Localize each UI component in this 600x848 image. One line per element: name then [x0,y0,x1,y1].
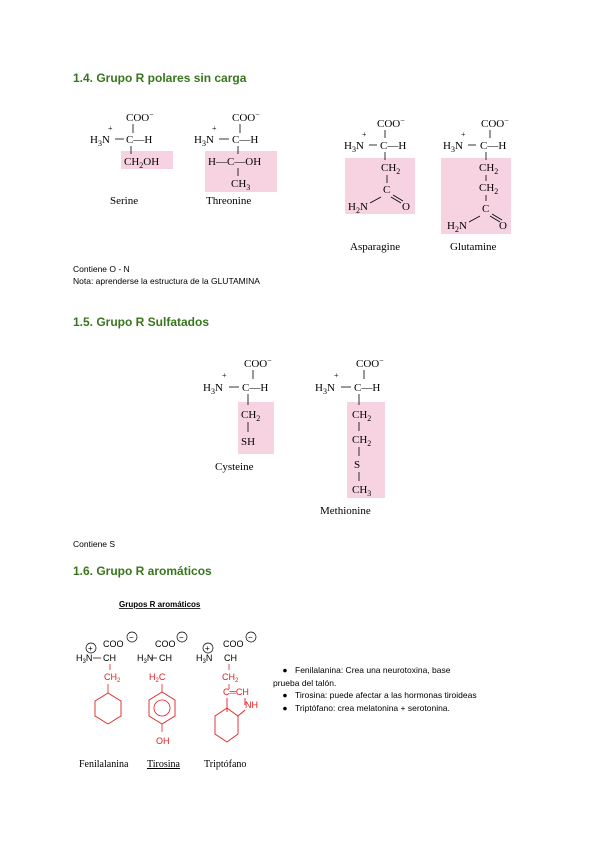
svg-text:C—H: C—H [380,140,407,152]
label-serine: Serine [110,195,139,207]
svg-text:H2N: $H_2N$ [447,220,467,234]
svg-text:−: − [179,633,184,642]
svg-text:NH: NH [245,700,258,710]
svg-text:COO: COO [223,639,244,649]
bullet-dot-icon: ● [282,665,288,675]
svg-text:C—H: C—H [354,382,381,394]
svg-text:H3N: $H_3N$ [76,653,93,665]
svg-text:C: C [383,184,391,196]
svg-text:H3N: $H_3N$ [203,382,223,396]
label-methionine: Methionine [320,505,371,517]
tyrosine-structure [137,632,187,770]
svg-text:C═CH: C═CH [223,687,249,697]
svg-text:OH: OH [156,736,170,746]
svg-text:+: + [362,130,367,139]
svg-text:C: C [482,203,490,215]
svg-text:CH2: $CH_2$ [381,162,401,176]
svg-text:+: + [334,371,339,380]
label-cysteine: Cysteine [215,461,254,473]
svg-text:COO: COO [155,639,176,649]
list-item-continuation: prueba del talón. [273,677,337,688]
svg-text:H3N: $H_3N$ [137,653,154,665]
tryptophan-structure [196,632,258,770]
note-contains-s: Contiene S [73,539,116,549]
list-item: ● Triptófano: crea melatonina + serotonina. [275,702,540,715]
svg-text:H3N: $H_3N$ [315,382,335,396]
label-fenilalanina: Fenilalanina [79,759,129,770]
list-item: ● Tirosina: puede afectar a las hormonas tiroideas [275,689,540,702]
svg-text:C—H: C—H [242,382,269,394]
section-title-polar: 1.4. Grupo R polares sin carga [73,71,247,85]
note-glutamine: Nota: aprenderse la estructura de la GLUTAMINA [73,276,260,286]
svg-text:H—C—OH: H—C—OH [208,156,262,168]
svg-text:CH2OH: $CH_2OH$ [124,156,160,170]
svg-text:+: + [461,130,466,139]
threonine-structure [194,110,261,207]
svg-text:O: O [402,201,410,213]
svg-text:O: O [499,220,507,232]
label-asparagine: Asparagine [350,241,401,253]
svg-text:SH: SH [241,436,256,448]
svg-text:COO−: COO− [126,110,154,124]
label-glutamine: Glutamine [450,241,497,253]
svg-text:C—H: C—H [126,134,153,146]
svg-text:CH: CH [159,653,172,663]
svg-text:COO: COO [103,639,124,649]
svg-text:+: + [222,371,227,380]
figure-title: Grupos R aromáticos [119,600,201,609]
svg-text:CH2: $CH_2$ [352,434,372,448]
svg-text:−: − [248,633,253,642]
svg-text:CH2: $CH_2$ [104,672,121,684]
note-contains-o-n: Contiene O - N [73,264,130,274]
list-item: ● Fenilalanina: Crea una neurotoxina, base [275,664,540,677]
serine-structure [90,110,159,207]
plus-charge-icon: + [108,124,113,133]
r-group-highlights [121,151,511,498]
svg-text:C—H: C—H [232,134,259,146]
svg-text:H3N: $H_3N$ [443,140,463,154]
svg-text:CH2: $CH_2$ [222,672,239,684]
section-title-sulfur: 1.5. Grupo R Sulfatados [73,315,210,329]
svg-text:H3N: $H_3N$ [90,134,110,148]
bullet-dot-icon: ● [282,702,288,713]
svg-text:COO−: COO− [377,116,405,130]
svg-text:H2N: $H_2N$ [348,201,368,215]
plus-charge-icon [86,643,96,653]
svg-text:CH: CH [224,653,237,663]
svg-text:H3N: $H_3N$ [194,134,214,148]
aromatic-notes-list [275,664,540,714]
svg-text:C—H: C—H [480,140,507,152]
svg-text:CH2: $CH_2$ [352,409,372,423]
svg-text:CH2: $CH_2$ [479,182,499,196]
svg-text:+: + [88,644,93,653]
svg-text:CH2: $CH_2$ [479,162,499,176]
svg-text:CH: CH [103,653,116,663]
svg-text:COO−: COO− [244,356,272,370]
svg-text:H2C: $H_2C$ [149,672,166,684]
label-triptofano: Triptófano [204,759,247,770]
svg-text:CH3: $CH_3$ [352,484,372,498]
svg-text:+: + [212,124,217,133]
phenylalanine-structure [76,632,137,770]
svg-text:COO−: COO− [232,110,260,124]
svg-text:CH3: $CH_3$ [231,178,251,192]
bullet-dot-icon: ● [282,690,288,700]
svg-text:H3N: $H_3N$ [344,140,364,154]
svg-text:COO−: COO− [356,356,384,370]
svg-text:+: + [205,644,210,653]
svg-text:CH2: $CH_2$ [241,409,261,423]
label-threonine: Threonine [206,195,252,207]
minus-charge-icon [127,632,137,642]
svg-text:H3N: $H_3N$ [196,653,213,665]
section-title-aromatic: 1.6. Grupo R aromáticos [73,564,212,578]
svg-text:COO−: COO− [481,116,509,130]
svg-text:S: S [354,459,361,471]
label-tirosina: Tirosina [147,759,180,770]
svg-text:−: − [129,633,134,642]
